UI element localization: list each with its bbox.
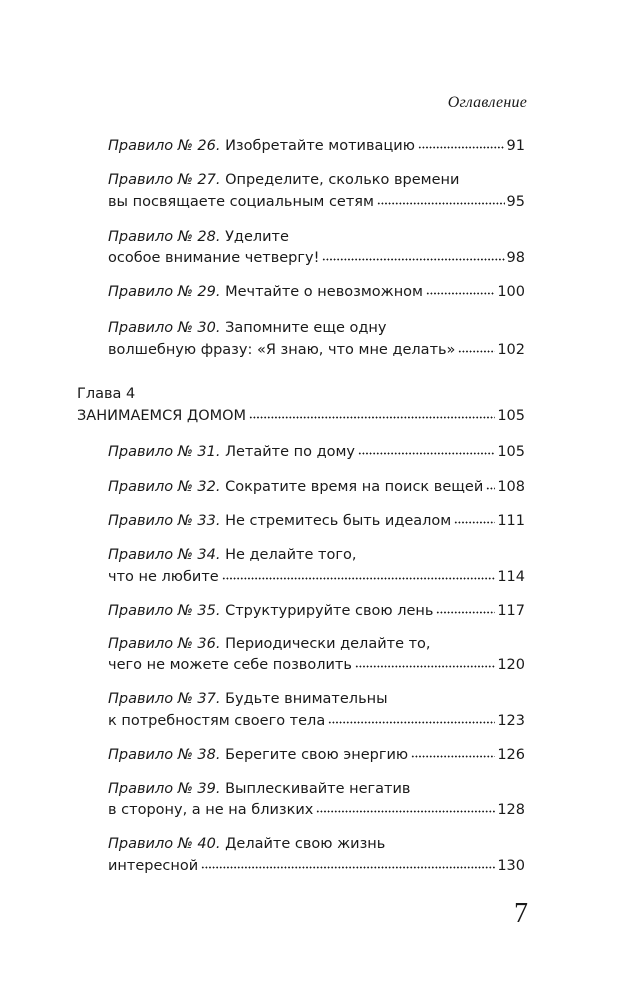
rule-label: Правило № 40. bbox=[108, 836, 221, 852]
leader-dots bbox=[201, 866, 495, 869]
toc-entry-27 bbox=[108, 192, 525, 212]
rule-title: Мечтайте о невозможном bbox=[225, 284, 423, 300]
leader-dots bbox=[486, 487, 495, 490]
toc-entry-30-line1 bbox=[108, 318, 387, 338]
toc-entry-37 bbox=[108, 711, 525, 731]
rule-title-part2: интересной bbox=[108, 858, 199, 874]
page-number: 123 bbox=[497, 713, 525, 729]
leader-dots bbox=[355, 665, 495, 668]
chapter-title: ЗАНИМАЕМСЯ ДОМОМ bbox=[77, 408, 247, 424]
toc-entry-40-line1 bbox=[108, 834, 385, 854]
toc-entry-34 bbox=[108, 567, 525, 587]
rule-title-part1: Делайте свою жизнь bbox=[225, 836, 386, 852]
leader-dots bbox=[316, 810, 495, 813]
rule-title-part1: Периодически делайте то, bbox=[225, 636, 431, 652]
page-number: 105 bbox=[497, 408, 525, 424]
page-number: 91 bbox=[506, 138, 525, 154]
toc-entry-32 bbox=[108, 477, 525, 497]
rule-title-part1: Выплескивайте негатив bbox=[225, 781, 411, 797]
leader-dots bbox=[222, 577, 496, 580]
rule-label: Правило № 34. bbox=[108, 547, 221, 563]
page-number: 114 bbox=[497, 569, 525, 585]
rule-title-part1: Определите, сколько времени bbox=[225, 172, 460, 188]
rule-label: Правило № 39. bbox=[108, 781, 221, 797]
leader-dots bbox=[377, 202, 505, 205]
page-folio: 7 bbox=[514, 898, 528, 929]
chapter-label: Глава 4 bbox=[77, 386, 136, 402]
toc-entry-33 bbox=[108, 511, 525, 531]
toc-entry-35 bbox=[108, 601, 525, 621]
rule-title-part1: Запомните еще одну bbox=[225, 320, 387, 336]
leader-dots bbox=[411, 755, 495, 758]
toc-entry-29 bbox=[108, 282, 525, 302]
toc-entry-40 bbox=[108, 856, 525, 876]
leader-dots bbox=[426, 292, 495, 295]
rule-label: Правило № 31. bbox=[108, 444, 221, 460]
page-number: 130 bbox=[497, 858, 525, 874]
rule-title: Сократите время на поиск вещей bbox=[225, 479, 484, 495]
leader-dots bbox=[454, 521, 495, 524]
running-header: Оглавление bbox=[447, 94, 527, 111]
chapter-heading bbox=[77, 406, 525, 426]
rule-title: Не стремитесь быть идеалом bbox=[225, 513, 452, 529]
leader-dots bbox=[418, 146, 505, 149]
toc-entry-34-line1 bbox=[108, 545, 356, 565]
toc-entry-39 bbox=[108, 800, 525, 820]
rule-title: Берегите свою энергию bbox=[225, 747, 409, 763]
rule-label: Правило № 26. bbox=[108, 138, 221, 154]
leader-dots bbox=[436, 611, 495, 614]
rule-title-part2: вы посвящаете социальным сетям bbox=[108, 194, 374, 210]
toc-entry-36-line1 bbox=[108, 634, 431, 654]
page-number: 126 bbox=[497, 747, 525, 763]
toc-entry-26 bbox=[108, 136, 525, 156]
rule-title-part1: Будьте внимательны bbox=[225, 691, 388, 707]
rule-title-part2: чего не можете себе позволить bbox=[108, 657, 352, 673]
page-number: 100 bbox=[497, 284, 525, 300]
rule-label: Правило № 33. bbox=[108, 513, 221, 529]
rule-title-part2: волшебную фразу: «Я знаю, что мне делать» bbox=[108, 342, 456, 358]
rule-label: Правило № 35. bbox=[108, 603, 221, 619]
rule-title-part2: в сторону, а не на близких bbox=[108, 802, 314, 818]
rule-label: Правило № 37. bbox=[108, 691, 221, 707]
rule-label: Правило № 36. bbox=[108, 636, 221, 652]
toc-entry-27-line1 bbox=[108, 170, 459, 190]
toc-entry-37-line1 bbox=[108, 689, 388, 709]
leader-dots bbox=[358, 452, 495, 455]
rule-title-part1: Не делайте того, bbox=[225, 547, 357, 563]
toc-entry-39-line1 bbox=[108, 779, 410, 799]
rule-label: Правило № 27. bbox=[108, 172, 221, 188]
rule-title-part2: к потребностям своего тела bbox=[108, 713, 326, 729]
toc-entry-28 bbox=[108, 248, 525, 268]
rule-title-part2: что не любите bbox=[108, 569, 219, 585]
rule-title-part1: Уделите bbox=[225, 229, 289, 245]
leader-dots bbox=[249, 416, 495, 419]
rule-title: Изобретайте мотивацию bbox=[225, 138, 415, 154]
leader-dots bbox=[322, 258, 504, 261]
toc-entry-36 bbox=[108, 655, 525, 675]
rule-title: Летайте по дому bbox=[225, 444, 356, 460]
rule-title: Структурируйте свою лень bbox=[225, 603, 434, 619]
page-number: 128 bbox=[497, 802, 525, 818]
page-number: 117 bbox=[497, 603, 525, 619]
page-number: 105 bbox=[497, 444, 525, 460]
rule-label: Правило № 38. bbox=[108, 747, 221, 763]
leader-dots bbox=[328, 721, 495, 724]
page-number: 102 bbox=[497, 342, 525, 358]
rule-label: Правило № 30. bbox=[108, 320, 221, 336]
toc-entry-38 bbox=[108, 745, 525, 765]
page-number: 120 bbox=[497, 657, 525, 673]
page-number: 98 bbox=[506, 250, 525, 266]
toc-entry-31 bbox=[108, 442, 525, 462]
page-number: 108 bbox=[497, 479, 525, 495]
page-number: 95 bbox=[506, 194, 525, 210]
leader-dots bbox=[458, 350, 495, 353]
rule-label: Правило № 32. bbox=[108, 479, 221, 495]
page-number: 111 bbox=[497, 513, 525, 529]
toc-entry-30 bbox=[108, 340, 525, 360]
rule-label: Правило № 28. bbox=[108, 229, 221, 245]
toc-entry-28-line1 bbox=[108, 227, 289, 247]
rule-label: Правило № 29. bbox=[108, 284, 221, 300]
rule-title-part2: особое внимание четвергу! bbox=[108, 250, 320, 266]
